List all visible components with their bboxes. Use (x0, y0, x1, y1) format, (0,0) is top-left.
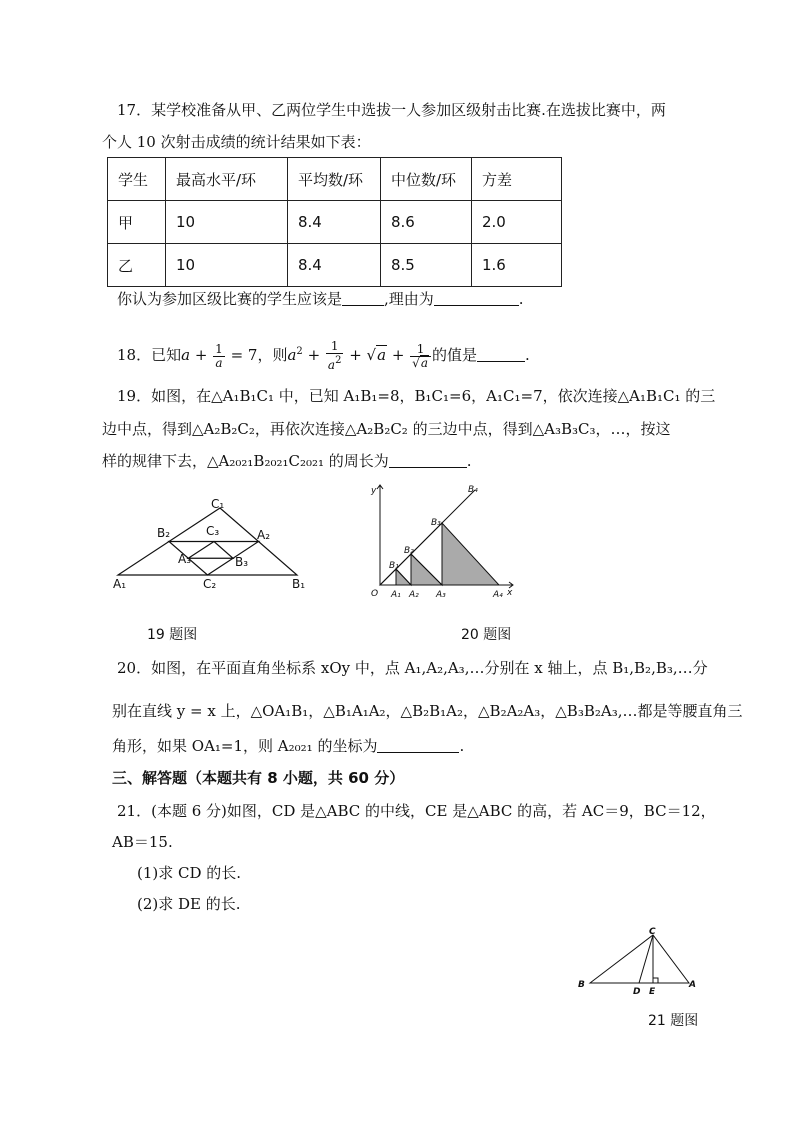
label-b4: B₄ (468, 485, 478, 495)
label-c: C (649, 927, 656, 937)
q19-line3-text: 样的规律下去，△A₂₀₂₁B₂₀₂₁C₂₀₂₁ 的周长为 (102, 452, 389, 470)
q21-sub1: (1)求 CD 的长. (137, 864, 242, 882)
q18-plus3: + (344, 346, 367, 364)
figure-19-triangles (105, 495, 315, 595)
label-b3: B₃ (235, 555, 249, 569)
table-row (108, 244, 562, 287)
triangle-abc (590, 935, 689, 983)
q18-suffix: 的值是 (431, 346, 477, 364)
q18-eq: = 7 (225, 346, 258, 364)
answer-blank-q19[interactable] (389, 453, 467, 468)
q19-period: . (466, 452, 472, 470)
q18-plus: + (190, 346, 213, 364)
table-cell: 乙 (108, 244, 166, 287)
label-b2: B₂ (404, 546, 414, 556)
median-cd (639, 935, 653, 983)
q20-line1: 20．如图，在平面直角坐标系 xOy 中，点 A₁,A₂,A₃,…分别在 x 轴上，点 B₁,B₂,B₃,…分 (117, 659, 708, 677)
q21-sub2: (2)求 DE 的长. (137, 895, 241, 913)
q18-period: . (525, 346, 530, 364)
q19-line3 (102, 450, 472, 472)
label-b2: B₂ (157, 526, 171, 540)
table-header: 学生 (108, 158, 166, 201)
q17-line2: 个人 10 次射击成绩的统计结果如下表： (102, 133, 371, 151)
q18-mid: ，则 (257, 346, 288, 364)
table-row (108, 201, 562, 244)
fraction-1-over-a (213, 343, 225, 370)
answer-blank-reason[interactable] (434, 291, 519, 306)
q20-period: . (459, 737, 465, 755)
q21-line2: AB＝15. (112, 833, 173, 851)
label-b: B (578, 980, 585, 990)
label-a4: A₄ (493, 590, 503, 600)
label-c1: C₁ (211, 497, 225, 511)
answer-blank-q20[interactable] (377, 738, 459, 753)
q17-answer-prompt: 你认为参加区级比赛的学生应该是 (117, 290, 343, 308)
q17-line1: 17．某学校准备从甲、乙两位学生中选拔一人参加区级射击比赛.在选拔比赛中，两 (117, 101, 666, 119)
table-header: 中位数/环 (381, 158, 472, 201)
frac-den: a (215, 355, 223, 370)
label-a2: A₂ (409, 590, 419, 600)
figure-20-caption: 20 题图 (461, 627, 512, 643)
q18-plus4: + (387, 346, 410, 364)
frac-den: √a (412, 355, 428, 370)
frac-den-exp: 2 (335, 355, 342, 366)
q20-line3 (112, 735, 464, 757)
label-a: A (689, 980, 696, 990)
label-a2: A₂ (257, 528, 271, 542)
q17-reason-prompt: ,理由为 (384, 290, 434, 308)
label-a1: A₁ (391, 590, 401, 600)
label-a3: A₃ (178, 552, 192, 566)
fraction-1-over-sqrt-a (410, 343, 431, 370)
label-b3: B₃ (431, 518, 441, 528)
frac-den (326, 354, 344, 372)
q18-sq-var: a (287, 346, 297, 364)
answer-blank-q18[interactable] (477, 347, 525, 362)
table-header: 平均数/环 (288, 158, 381, 201)
frac-num: 1 (215, 341, 223, 356)
q18-plus2: + (302, 346, 325, 364)
label-e: E (649, 987, 656, 997)
table-cell: 8.6 (381, 201, 472, 244)
table-cell: 8.4 (288, 244, 381, 287)
table-header: 最高水平/环 (166, 158, 288, 201)
q19-line1: 19．如图，在△A₁B₁C₁ 中，已知 A₁B₁=8，B₁C₁=6，A₁C₁=7，依次连接△A₁B₁C₁ 的三 (117, 387, 716, 405)
figure-21-triangle (575, 925, 700, 997)
table-cell: 10 (166, 244, 288, 287)
q17-period: . (518, 290, 524, 308)
table-cell: 2.0 (472, 201, 562, 244)
table-cell: 甲 (108, 201, 166, 244)
table-header-row (108, 158, 562, 201)
table-cell: 10 (166, 201, 288, 244)
sqrt-a: a (377, 346, 387, 364)
figure-20-coordinate (365, 480, 525, 605)
triangle-oa1b1 (380, 569, 396, 585)
shaded-triangle-3 (442, 523, 499, 585)
q17-answer-line (117, 288, 524, 310)
q20-line2: 别在直线 y = x 上，△OA₁B₁，△B₁A₁A₂，△B₂B₁A₂，△B₂A₂A₃，△B₃B₂A₃,…都是等腰直角三 (112, 702, 743, 720)
table-cell: 8.5 (381, 244, 472, 287)
label-a3: A₃ (436, 590, 446, 600)
table-cell: 1.6 (472, 244, 562, 287)
q21-line1: 21．(本题 6 分)如图，CD 是△ABC 的中线，CE 是△ABC 的高，若 AC＝9，BC＝12， (117, 802, 716, 820)
q18-var: a (181, 346, 191, 364)
q19-line2: 边中点，得到△A₂B₂C₂，再依次连接△A₂B₂C₂ 的三边中点，得到△A₃B₃C₃，…，按这 (102, 420, 671, 438)
frac-den-sqrt: a (420, 355, 428, 370)
label-c2: C₂ (203, 577, 217, 591)
section-heading: 三、解答题（本题共有 8 小题，共 60 分） (112, 769, 405, 787)
label-b1: B₁ (292, 577, 306, 591)
frac-num: 1 (410, 343, 431, 357)
sqrt-sign: √ (366, 346, 377, 364)
q20-line3-text: 角形，如果 OA₁=1，则 A₂₀₂₁ 的坐标为 (112, 737, 378, 755)
figure-21-caption: 21 题图 (648, 1013, 699, 1029)
figure-19-caption: 19 题图 (147, 627, 198, 643)
triangle-a3b3c3 (188, 542, 233, 559)
label-y: y (371, 486, 377, 496)
label-c3: C₃ (206, 524, 220, 538)
label-a1: A₁ (113, 577, 127, 591)
label-b1: B₁ (389, 561, 399, 571)
answer-blank-student[interactable] (342, 291, 384, 306)
q18-sq-exp: 2 (296, 346, 303, 357)
right-angle-mark (653, 978, 658, 983)
q18-prefix: 18．已知 (117, 346, 182, 364)
label-o: O (371, 589, 379, 599)
q18-line (117, 335, 530, 372)
label-d: D (633, 987, 641, 997)
score-table (107, 157, 562, 287)
fraction-1-over-a-squared (326, 340, 344, 372)
table-header: 方差 (472, 158, 562, 201)
frac-num: 1 (326, 340, 344, 354)
label-x: x (507, 588, 513, 598)
frac-den-var: a (327, 358, 336, 372)
table-cell: 8.4 (288, 201, 381, 244)
